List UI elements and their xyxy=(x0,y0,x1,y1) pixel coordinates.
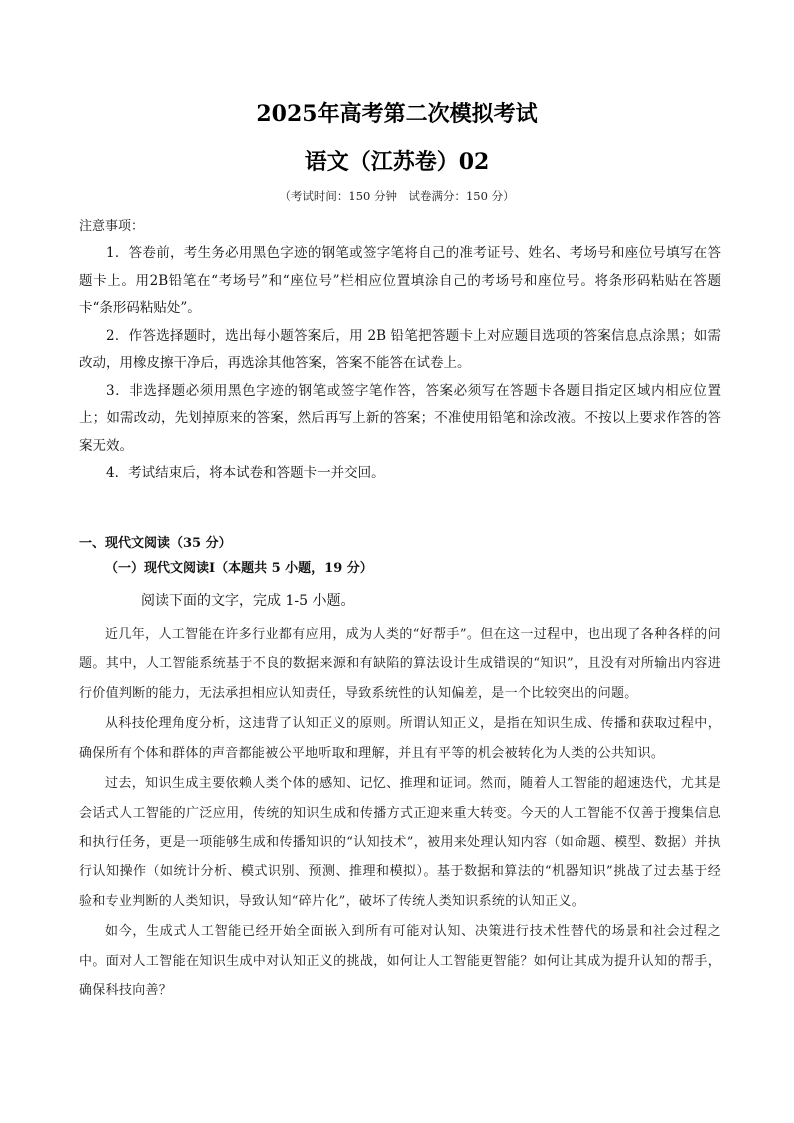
notice-list xyxy=(79,240,721,488)
passage-paragraph: 过去，知识生成主要依赖人类个体的感知、记忆、推理和证词。然而，随着人工智能的超速迭代，尤其是会话式人工智能的广泛应用，传统的知识生成和传播方式正迎来重大转变。今天的人工智能不仅善于搜集信息和执行任务，更是一项能够生成和传播知识的“认知技术”，被用来处理认知内容（如命题、模型、数据）并执行认知操作（如统计分析、模式识别、预测、推理和模拟）。基于数据和算法的“机器知识”挑战了过去基于经验和专业判断的人类知识，导致认知“碎片化”，破坏了传统人类知识系统的认知正义。 xyxy=(79,776,721,909)
subsection-heading: （一）现代文阅读Ⅰ（本题共 5 小题，19 分） xyxy=(105,561,373,576)
section-heading: 一、现代文阅读（35 分） xyxy=(79,536,232,551)
passage-paragraph: 如今，生成式人工智能已经开始全面嵌入到所有可能对认知、决策进行技术性替代的场景和社会过程之中。面对人工智能在知识生成中对认知正义的挑战，如何让人工智能更智能？如何让其成为提升认知的帮手，确保科技向善？ xyxy=(79,924,721,999)
notice-item: 3．非选择题必须用黑色字迹的钢笔或签字笔作答，答案必须写在答题卡各题目指定区域内相应位置上；如需改动，先划掉原来的答案，然后再写上新的答案；不准使用铅笔和涂改液。不按以上要求作答的答案无效。 xyxy=(79,382,721,454)
exam-title: 2025年高考第二次模拟考试 xyxy=(256,101,538,127)
exam-info: （考试时间：150 分钟 试卷满分：150 分） xyxy=(279,189,515,203)
passage-paragraph: 近几年，人工智能在许多行业都有应用，成为人类的“好帮手”。但在这一过程中，也出现了各种各样的问题。其中，人工智能系统基于不良的数据来源和有缺陷的算法设计生成错误的“知识”，且没有对所输出内容进行价值判断的能力，无法承担相应认知责任，导致系统性的认知偏差，是一个比较突出的问题。 xyxy=(79,627,721,701)
reading-passage xyxy=(79,620,721,1007)
notice-item: 2．作答选择题时，选出每小题答案后，用 2B 铅笔把答题卡上对应题目选项的答案信息点涂黑；如需改动，用橡皮擦干净后，再选涂其他答案，答案不能答在试卷上。 xyxy=(79,327,721,371)
reading-instruction: 阅读下面的文字，完成 1-5 小题。 xyxy=(141,593,355,609)
notice-item: 1．答卷前，考生务必用黑色字迹的钢笔或签字笔将自己的准考证号、姓名、考场号和座位号填写在答题卡上。用2B铅笔在“考场号”和“座位号”栏相应位置填涂自己的考场号和座位号。将条形码粘贴在答题卡“条形码粘贴处”。 xyxy=(79,245,721,316)
notice-heading: 注意事项： xyxy=(79,219,145,234)
notice-item: 4．考试结束后，将本试卷和答题卡一并交回。 xyxy=(106,465,385,481)
exam-subtitle: 语文（江苏卷）02 xyxy=(304,149,490,175)
passage-paragraph: 从科技伦理角度分析，这违背了认知正义的原则。所谓认知正义，是指在知识生成、传播和获取过程中，确保所有个体和群体的声音都能被公平地听取和理解，并且有平等的机会被转化为人类的公共知识。 xyxy=(79,716,721,761)
